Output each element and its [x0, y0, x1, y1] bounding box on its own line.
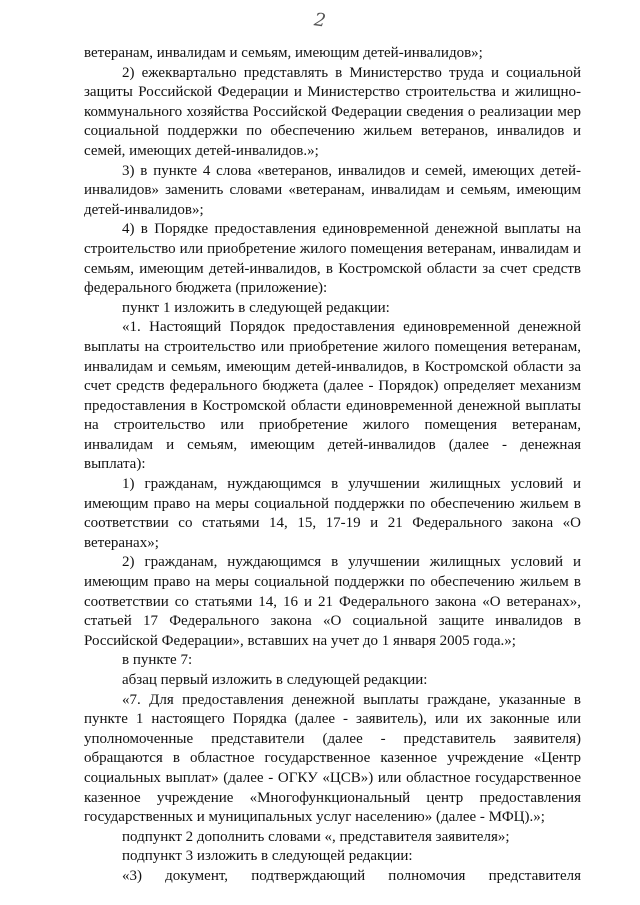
page-number: 2 [312, 9, 328, 32]
paragraph-7: 1) гражданам, нуждающимся в улучшении жилищных условий и имеющим право на меры социальной поддержки по обеспечению жильем в соответствии со статьями 14, 15, 17-19 и 21 Федерального закона «О ветеранах»; [84, 476, 581, 551]
paragraph-14: «3) документ, подтверждающий полномочия представителя [122, 867, 581, 884]
paragraph-3: 3) в пункте 4 слова «ветеранов, инвалидов и семей, имеющих детей-инвалидов» заменить словами «ветеранам, инвалидам и семьям, имеющим детей-инвалидов»; [84, 162, 581, 218]
document-body [84, 44, 581, 887]
paragraph-4: 4) в Порядке предоставления единовременной денежной выплаты на строительство или приобретение жилого помещения ветеранам, инвалидам и семьям, имеющим детей-инвалидов, в Костромской области за счет средств федерального бюджета (приложение): [84, 221, 581, 297]
paragraph-1: ветеранам, инвалидам и семьям, имеющим детей-инвалидов»; [84, 45, 483, 61]
paragraph-13: подпункт 3 изложить в следующей редакции: [122, 848, 413, 865]
paragraph-5: пункт 1 изложить в следующей редакции: [122, 299, 390, 316]
paragraph-11: «7. Для предоставления денежной выплаты граждане, указанные в пункте 1 настоящего Порядка (далее - заявитель), или их законные или уполномоченные представители (далее - представитель заявителя) обращаются в областное государственное казенное учреждение «Центр социальных выплат» (далее - ОГКУ «ЦСВ») или областное государственное казенное учреждение «Многофункциональный центр предоставления государственных и муниципальных услуг населению» (далее - МФЦ).»; [84, 691, 581, 826]
paragraph-9: в пункте 7: [122, 652, 193, 669]
paragraph-8: 2) гражданам, нуждающимся в улучшении жилищных условий и имеющим право на меры социальной поддержки по обеспечению жильем в соответствии со статьями 14, 16 и 21 Федерального закона «О ветеранах», статьей 17 Федерального закона «О социальной защите инвалидов в Российской Федерации», вставших на учет до 1 января 2005 года.»; [84, 554, 581, 649]
paragraph-6: «1. Настоящий Порядок предоставления единовременной денежной выплаты на строительство или приобретение жилого помещения ветеранам, инвалидам и семьям, имеющим детей-инвалидов, в Костромской области за счет средств федерального бюджета (далее - Порядок) определяет механизм предоставления в Костромской области единовременной денежной выплаты на строительство или приобретение жилого помещения ветеранам, инвалидам и семьям, имеющим детей-инвалидов (далее - денежная выплата): [84, 319, 581, 473]
paragraph-12: подпункт 2 дополнить словами «, представителя заявителя»; [122, 828, 510, 845]
paragraph-2: 2) ежеквартально представлять в Министерство труда и социальной защиты Российской Федерации и Министерство строительства и жилищно-коммунального хозяйства Российской Федерации сведения о реализации мер социальной поддержки по обеспечению жильем ветеранов, инвалидов и семей, имеющих детей-инвалидов.»; [84, 64, 581, 159]
paragraph-10: абзац первый изложить в следующей редакции: [122, 672, 428, 688]
